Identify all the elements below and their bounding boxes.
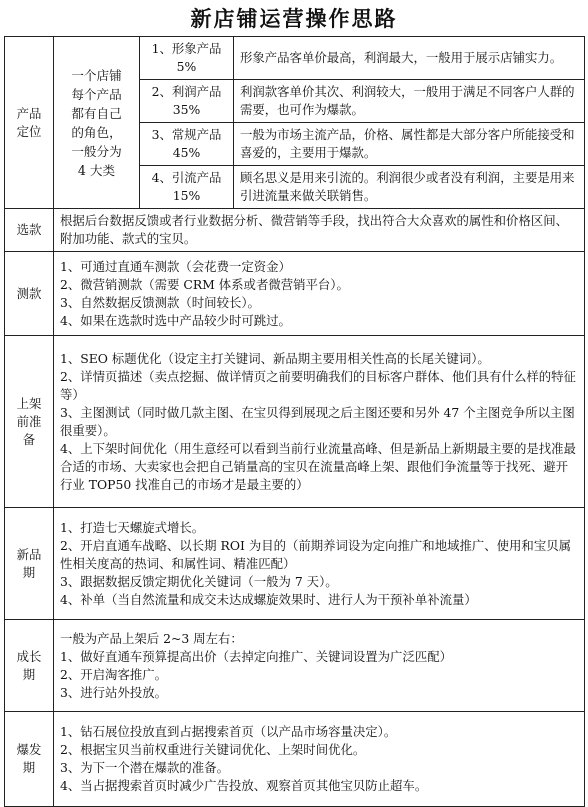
prelaunch-line-3: 3、主图测试（同时做几款主图、在宝贝得到展现之后主图还要和另外 47 个主图竞争所以主图很重要）。	[60, 404, 575, 438]
burst-label-text: 爆发 期	[16, 742, 42, 775]
burst-line-3: 3、为下一个潜在爆款的准备。	[60, 760, 229, 775]
selection-label: 选款	[5, 209, 54, 252]
type-pct-4: 15%	[172, 188, 201, 203]
prelaunch-line-2: 2、详情页描述（卖点挖掘、做详情页之前要明确我们的目标客户群体、他们具有什么样的特征等）	[60, 368, 576, 402]
type-name-2: 2、利润产品	[151, 84, 222, 99]
type-name-1: 1、形象产品	[151, 41, 222, 56]
growth-row	[5, 620, 585, 712]
prelaunch-content	[54, 336, 585, 508]
testing-row	[5, 252, 585, 336]
prelaunch-line-1: 1、SEO 标题优化（设定主打关键词、新品期主要用相关性高的长尾关键词）。	[60, 350, 490, 366]
type-desc-3: 一般为市场主流产品，价格、属性都是大部分客户所能接受和喜爱的，主要用于爆款。	[234, 123, 585, 166]
burst-line-1: 1、钻石展位投放直到占据搜索首页（以产品市场容量决定）。	[60, 724, 397, 739]
growth-label	[5, 620, 54, 712]
newproduct-row	[5, 508, 585, 620]
newproduct-label-text: 新品 期	[16, 546, 42, 580]
burst-content	[54, 712, 585, 807]
type-desc-2: 利润款客单价其次、利润较大，一般用于满足不同客户人群的需要，也可作为爆款。	[234, 80, 585, 123]
positioning-label	[5, 37, 54, 209]
growth-line-2: 1、做好直通车预算提高出价（去掉定向推广、关键词设置为广泛匹配）	[60, 648, 452, 664]
type-cell-1	[140, 37, 234, 80]
testing-content	[54, 252, 585, 336]
operation-table	[4, 36, 585, 807]
type-cell-2	[140, 80, 234, 123]
prelaunch-row	[5, 336, 585, 508]
testing-line-1: 1、可通过直通车测款（会花费一定资金）	[60, 258, 291, 274]
growth-line-4: 3、进行站外投放。	[60, 684, 168, 700]
growth-line-1: 一般为产品上架后 2~3 周左右：	[60, 630, 243, 646]
burst-label	[5, 712, 54, 807]
testing-label: 测款	[5, 252, 54, 336]
positioning-label-text: 产品 定位	[16, 105, 42, 139]
prelaunch-label	[5, 336, 54, 508]
newproduct-line-4: 4、补单（当自然流量和成交未达成螺旋效果时、进行人为干预补单补流量）	[60, 591, 477, 607]
type-cell-4	[140, 166, 234, 209]
type-desc-1: 形象产品客单价最高，利润最大，一般用于展示店铺实力。	[234, 37, 585, 80]
type-name-3: 3、常规产品	[151, 127, 222, 142]
type-desc-4: 顾名思义是用来引流的。利润很少或者没有利润，主要是用来引进流量来做关联销售。	[234, 166, 585, 209]
prelaunch-line-4: 4、上下架时间优化（用生意经可以看到当前行业流量高峰、但是新品上新期最主要的是找准最合适的市场、大卖家也会把自己销量高的宝贝在流量高峰上架、跟他们争流量等于找死、避开行业 TOP50 找准自己的市场才是最主要的）	[60, 440, 576, 492]
document-title: 新店铺运营操作思路	[190, 6, 398, 31]
type-cell-3	[140, 123, 234, 166]
growth-line-3: 2、开启淘客推广。	[60, 666, 168, 682]
type-pct-2: 35%	[172, 102, 201, 117]
newproduct-line-1: 1、打造七天螺旋式增长。	[60, 519, 205, 535]
newproduct-line-3: 3、跟据数据反馈定期优化关键词（一般为 7 天）。	[60, 573, 338, 589]
newproduct-line-2: 2、开启直通车战略、以长期 ROI 为目的（前期养词设为定向推广和地域推广、使用和宝贝属性相关度高的热词、和属性词、精准匹配）	[60, 537, 571, 571]
newproduct-label	[5, 508, 54, 620]
prelaunch-label-text: 上架 前准 备	[16, 395, 42, 447]
burst-line-4: 4、当占据搜索首页时减少广告投放、观察首页其他宝贝防止超车。	[60, 778, 428, 793]
testing-line-3: 3、自然数据反馈测款（时间较长）。	[60, 294, 260, 310]
positioning-intro-text: 一个店铺 每个产品 都有自己 的角色， 一般分为 4 大类	[71, 67, 122, 178]
positioning-intro	[54, 37, 140, 209]
type-pct-1: 5%	[176, 59, 197, 74]
newproduct-content	[54, 508, 585, 620]
type-pct-3: 45%	[172, 145, 201, 160]
selection-text: 根据后台数据反馈或者行业数据分析、微营销等手段，找出符合大众喜欢的属性和价格区间、附加功能、款式的宝贝。	[54, 209, 585, 252]
positioning-row-1	[5, 37, 585, 80]
testing-line-2: 2、微营销测款（需要 CRM 体系或者微营销平台）。	[60, 276, 349, 292]
testing-line-4: 4、如果在选款时选中产品较少时可跳过。	[60, 312, 291, 328]
burst-line-2: 2、根据宝贝当前权重进行关键词优化、上架时间优化。	[60, 742, 366, 757]
growth-label-text: 成长 期	[16, 648, 42, 682]
burst-row	[5, 712, 585, 807]
selection-row	[5, 209, 585, 252]
type-name-4: 4、引流产品	[151, 170, 222, 185]
growth-content	[54, 620, 585, 712]
